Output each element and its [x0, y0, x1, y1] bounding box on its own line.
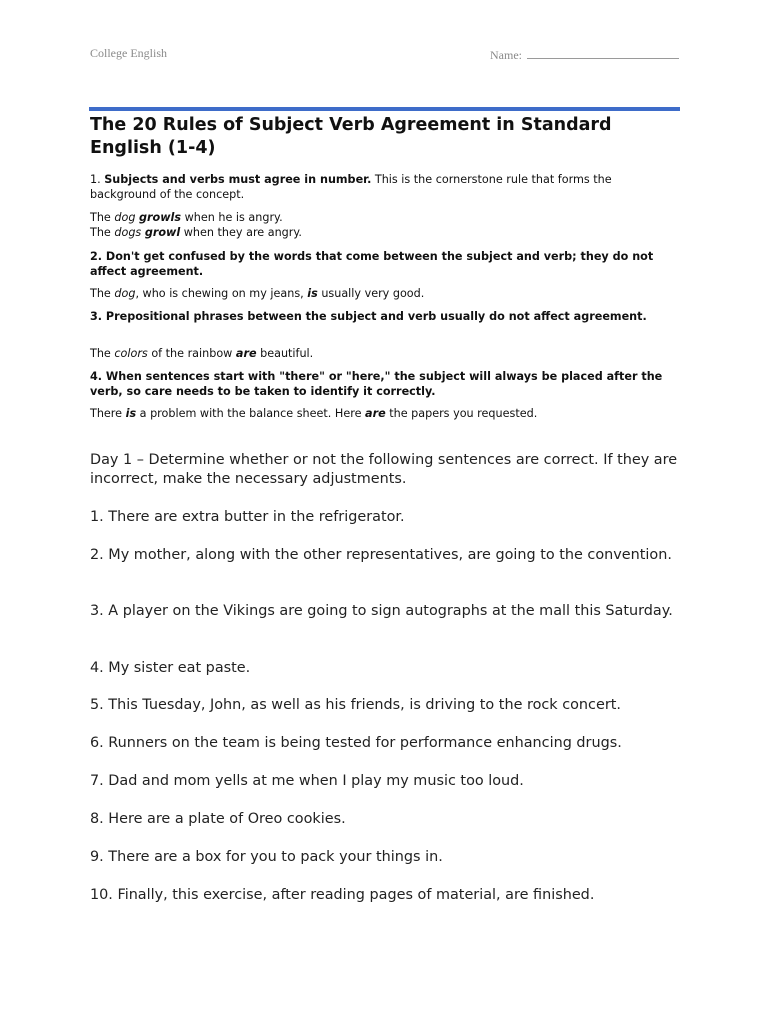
rule-3: 3. Prepositional phrases between the subject and verb usually do not affect agreement. — [90, 310, 647, 323]
course-label: College English — [90, 46, 167, 60]
exercise-sentence-3: 3. A player on the Vikings are going to sign autographs at the mall this Saturday. — [90, 603, 673, 619]
rule-2-example-1: The dog, who is chewing on my jeans, is usually very good. — [90, 287, 425, 300]
rule-3-examples — [90, 346, 680, 361]
page-title: The 20 Rules of Subject Verb Agreement in Standard English (1-4) — [90, 115, 612, 158]
exercise-section — [90, 451, 680, 903]
rule-1-rest: This is the cornerstone rule that forms the background of the concept. — [90, 173, 612, 201]
name-field — [490, 46, 679, 63]
rule-1-number: 1. — [90, 173, 101, 186]
exercise-sentence-9: 9. There are a box for you to pack your things in. — [90, 849, 443, 865]
exercise-sentence-7: 7. Dad and mom yells at me when I play my music too loud. — [90, 773, 524, 789]
exercise-sentence-8: 8. Here are a plate of Oreo cookies. — [90, 811, 346, 827]
name-blank-line — [527, 46, 679, 59]
page-header — [90, 46, 680, 64]
name-label: Name: — [490, 48, 522, 62]
exercise-instructions: Day 1 – Determine whether or not the following sentences are correct. If they are incorrect, make the necessary adjustments. — [90, 452, 678, 487]
rule-4-examples — [90, 406, 680, 421]
exercise-sentence-10: 10. Finally, this exercise, after reading pages of material, are finished. — [90, 887, 595, 903]
rule-1 — [90, 172, 680, 202]
exercise-sentence-5: 5. This Tuesday, John, as well as his friends, is driving to the rock concert. — [90, 697, 621, 713]
rule-2-examples — [90, 286, 680, 301]
rule-4: 4. When sentences start with "there" or "here," the subject will always be placed after the verb, so care needs to be taken to identify it correctly. — [90, 370, 663, 398]
exercise-sentence-6: 6. Runners on the team is being tested for performance enhancing drugs. — [90, 735, 622, 751]
rule-4-example-1: There is a problem with the balance sheet. Here are the papers you requested. — [90, 407, 538, 420]
rule-2: 2. Don't get confused by the words that come between the subject and verb; they do not affect agreement. — [90, 250, 654, 278]
rule-1-example-2: The dogs growl when they are angry. — [90, 226, 302, 239]
rule-3-example-1: The colors of the rainbow are beautiful. — [90, 347, 314, 360]
rule-1-bold: Subjects and verbs must agree in number. — [104, 173, 372, 186]
exercise-sentence-2: 2. My mother, along with the other representatives, are going to the convention. — [90, 547, 672, 563]
rule-1-examples — [90, 210, 680, 240]
rule-1-example-1: The dog growls when he is angry. — [90, 211, 283, 224]
exercise-sentence-1: 1. There are extra butter in the refrigerator. — [90, 509, 405, 525]
title-divider — [89, 107, 680, 111]
exercise-sentence-4: 4. My sister eat paste. — [90, 660, 251, 676]
